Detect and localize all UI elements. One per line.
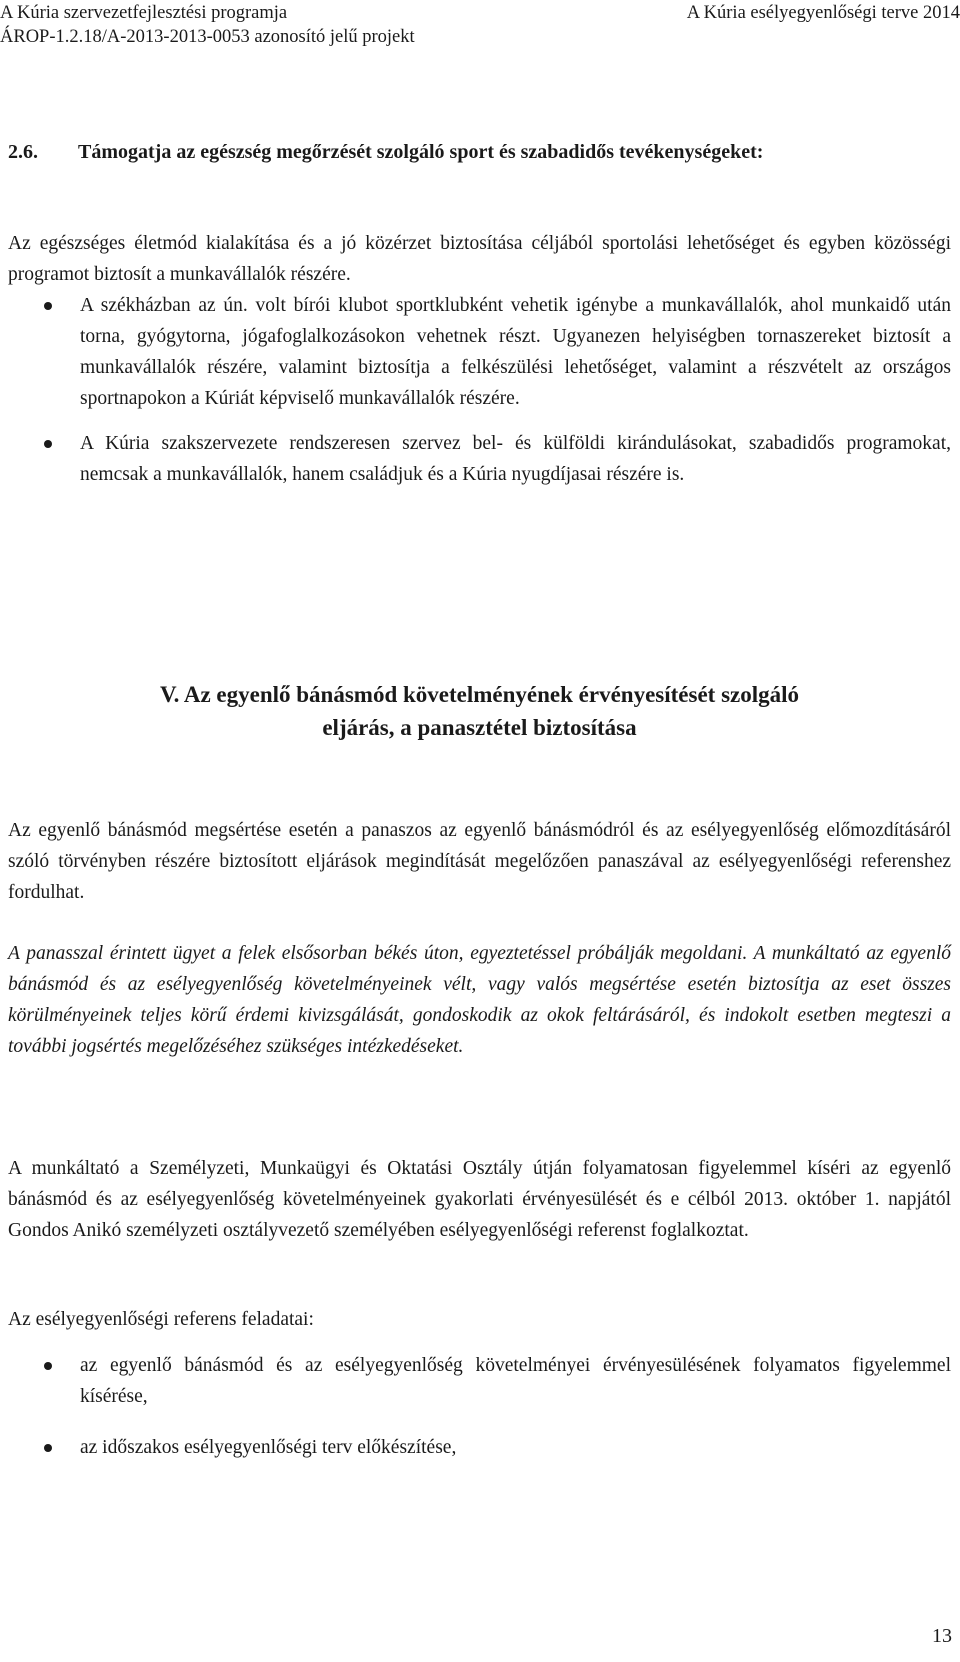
list-item [8,1350,951,1412]
complaint-paragraph: Az egyenlő bánásmód megsértése esetén a panaszos az egyenlő bánásmódról és az esélyegyenlőség előmozdításáról szóló törvényben részére biztosított eljárások megindítását megelőzően panaszával az esélyegyenlőségi referenshez fordulhat. [8,820,951,903]
referens-tasks-heading: Az esélyegyenlőségi referens feladatai: [8,1309,314,1330]
header-project-id: ÁROP-1.2.18/A-2013-2013-0053 azonosító jelű projekt [0,27,415,47]
chapter-heading-line-1: V. Az egyenlő bánásmód követelményének érvényesítését szolgáló [159,682,800,707]
page-number: 13 [932,1625,952,1647]
section-number: 2.6. [8,141,38,163]
list-item [8,428,951,490]
bullet-icon [44,1444,52,1452]
list-item [8,1432,951,1463]
list-item-text: az egyenlő bánásmód és az esélyegyenlőség követelményei érvényesülésének folyamatos figyelemmel kísérése, [80,1355,951,1407]
header-program-title: A Kúria szervezetfejlesztési programja [0,3,288,23]
chapter-heading-line-2: eljárás, a panasztétel biztosítása [322,715,637,740]
bullet-icon [44,440,52,448]
list-item-text: az időszakos esélyegyenlőségi terv előkészítése, [80,1437,457,1458]
bullet-icon [44,1362,52,1370]
chapter-heading [8,678,951,744]
list-item-text: A székházban az ún. volt bírói klubot sportklubként vehetik igénybe a munkavállalók, ahol munkaidő után torna, gyógytorna, jógafoglalkozásokon vehetnek részt. Ugyanezen helyiségben tornaszereket biztosít a munkavállalók részére, valamint biztosítja a felkészülési lehetőséget, valamint a részvételt az országos sportnapokon a Kúriát képviselő munkavállalók részére. [80,295,951,409]
section-intro-paragraph: Az egészséges életmód kialakítása és a jó közérzet biztosítása céljából sportolási lehetőséget és egyben közösségi programot biztosít a munkavállalók részére. [8,233,951,285]
referens-task-list [8,1350,951,1463]
monitoring-paragraph: A munkáltató a Személyzeti, Munkaügyi és Oktatási Osztály útján folyamatosan figyelemmel kíséri az egyenlő bánásmód és az esélyegyenlőség követelményeinek gyakorlati érvényesülését és e célból 2013. október 1. napjától Gondos Anikó személyzeti osztályvezető személyében esélyegyenlőségi referenst foglalkoztat. [8,1158,951,1241]
section-title: Támogatja az egészség megőrzését szolgáló sport és szabadidős tevékenységeket: [78,141,764,163]
resolution-paragraph: A panasszal érintett ügyet a felek elsősorban békés úton, egyeztetéssel próbálják megoldani. A munkáltató az egyenlő bánásmód és az esélyegyenlőség követelményeinek vélt, vagy valós megsértése esetén biztosítja az eset összes körülményeinek teljes körű érdemi kivizsgálását, gondoskodik az okok feltárásáról, és indokolt esetben megteszi a további jogsértés megelőzéséhez szükséges intézkedéseket. [8,943,951,1057]
list-item-text: A Kúria szakszervezete rendszeresen szervez bel- és külföldi kirándulásokat, szabadidős programokat, nemcsak a munkavállalók, hanem családjuk és a Kúria nyugdíjasai részére is. [80,433,951,485]
header-plan-title: A Kúria esélyegyenlőségi terve 2014 [686,3,960,23]
bullet-icon [44,302,52,310]
section-bullet-list [8,290,951,490]
section-heading [8,137,951,168]
list-item [8,290,951,414]
running-header [0,0,960,52]
